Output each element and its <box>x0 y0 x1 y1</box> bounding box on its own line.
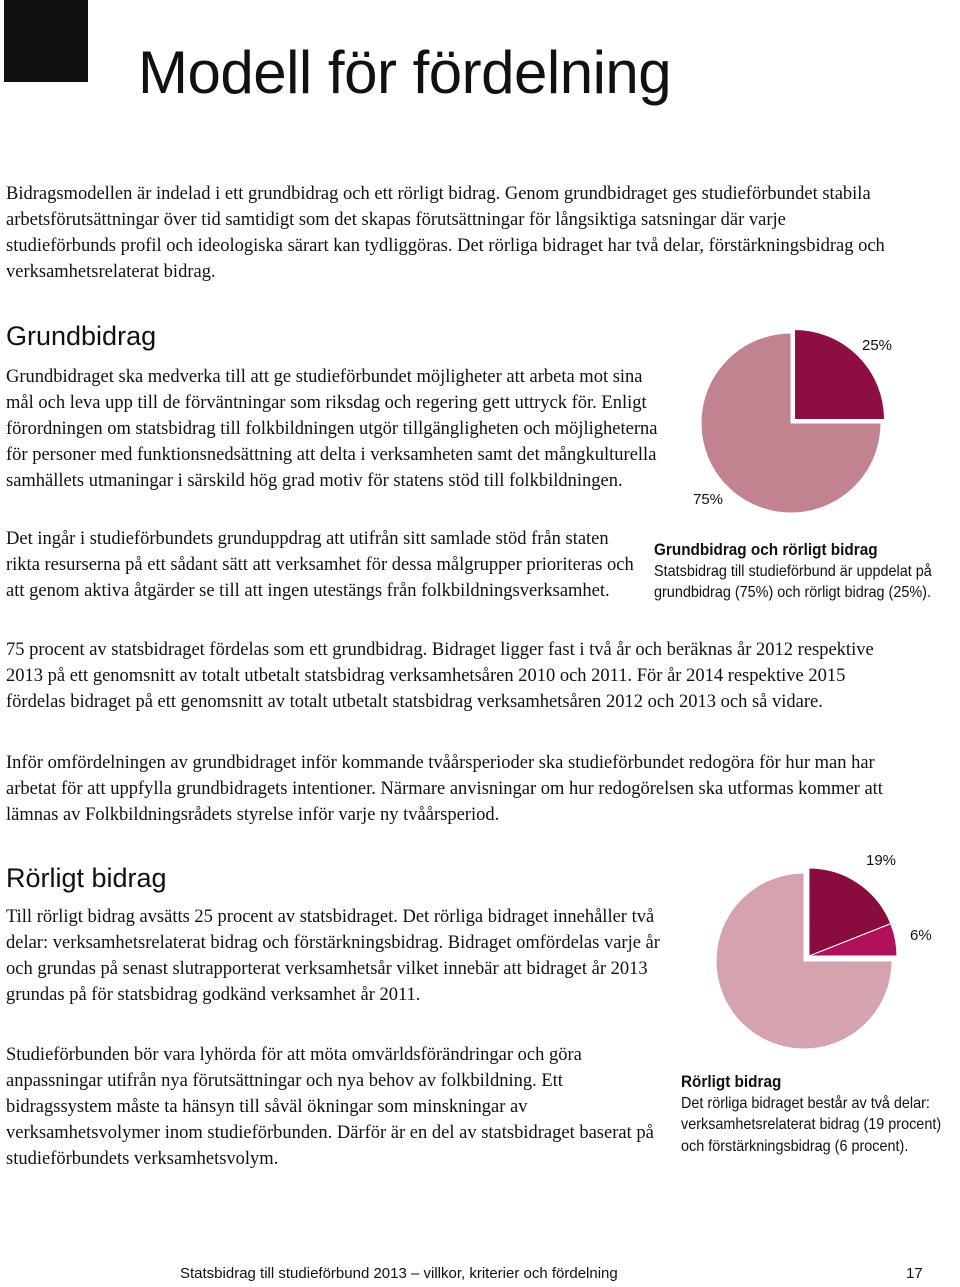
rorligt-paragraph-1: Till rörligt bidrag avsätts 25 procent av statsbidraget. Det rörliga bidraget innehåller två delar: verksamhetsrelaterat bidrag och förstärkningsbidrag. Bidraget omfördelas varje år och grundas på senast slutrapporterat verksamhetsår vilket innebär att bidraget år 2013 grundas på för statsbidrag godkänd verksamhet år 2011. <box>6 907 660 1005</box>
grundbidrag-paragraph-3: 75 procent av statsbidraget fördelas som ett grundbidrag. Bidraget ligger fast i två år och beräknas år 2012 respektive 2013 på ett genomsnitt av totalt utbetalt statsbidrag verksamhetsåren 2010 och 2011. För år 2014 respektive 2015 fördelas bidraget på ett genomsnitt av totalt utbetalt statsbidrag verksamhetsåren 2012 och 2013 och så vidare. <box>6 640 874 712</box>
caption-line: Statsbidrag till studieförbund är uppdelat på <box>654 562 932 580</box>
pie-chart-rorligt <box>700 840 900 1070</box>
section-heading-rorligt: Rörligt bidrag <box>6 863 167 893</box>
grundbidrag-paragraph-4: Inför omfördelningen av grundbidraget inför kommande tvåårsperioder ska studieförbundet redogöra för hur man har arbetat för att uppfylla grundbidragets intentioner. Närmare anvisningar om hur redogörelsen ska utformas kommer att lämnas av Folkbildningsrådets styrelse inför varje ny tvåårsperiod. <box>6 753 883 825</box>
caption-line: verksamhetsrelaterat bidrag (19 procent) <box>681 1116 942 1133</box>
grundbidrag-paragraph-1: Grundbidraget ska medverka till att ge studieförbundet möjligheter att arbeta mot sina mål och leva upp till de förväntningar som riksdag och regering gett uttryck för. Enligt förordningen om statsbidrag till folkbildningen utgör tillgängligheten och möjligheterna för personer med funktionsnedsättning att delta i verksamheten samt det mångkulturella samhällets utmaningar i särskild hög grad motiv för statens stöd till folkbildningen. <box>6 367 658 491</box>
header-block <box>4 0 88 82</box>
pie-caption-grundbidrag <box>654 539 960 604</box>
pie-chart-grundbidrag <box>690 320 893 520</box>
pie1-label-25: 25% <box>862 337 893 354</box>
caption-line: grundbidrag (75%) och rörligt bidrag (25%). <box>654 584 931 601</box>
caption-title: Grundbidrag och rörligt bidrag <box>654 540 878 559</box>
pie1-label-75: 75% <box>693 491 724 508</box>
footer-text: Statsbidrag till studieförbund 2013 – villkor, kriterier och fördelning <box>180 1265 618 1282</box>
pie2-label-6: 6% <box>910 927 932 944</box>
grundbidrag-paragraph-2: Det ingår i studieförbundets grunduppdrag att utifrån sitt samlade stöd från staten rikta resurserna på ett sådant sätt att verksamhet för dessa målgrupper prioriteras och att genom aktiva åtgärder se till att ingen utestängs från folkbildningsverksamhet. <box>6 529 634 601</box>
caption-title: Rörligt bidrag <box>681 1072 782 1091</box>
page-title: Modell för fördelning <box>138 39 672 107</box>
intro-paragraph: Bidragsmodellen är indelad i ett grundbidrag och ett rörligt bidrag. Genom grundbidraget ges studieförbundet stabila arbetsförutsättningar över tid samtidigt som det skapas förutsättningar för långsiktiga satsningar där varje studieförbunds profil och ideologiska särart kan tydliggöras. Det rörliga bidraget har två delar, förstärkningsbidrag och verksamhetsrelaterat bidrag. <box>6 184 885 282</box>
pie-caption-rorligt <box>681 1071 960 1157</box>
caption-line: Det rörliga bidraget består av två delar: <box>681 1094 930 1112</box>
caption-line: och förstärkningsbidrag (6 procent). <box>681 1137 909 1155</box>
page-number: 17 <box>906 1265 923 1282</box>
section-heading-grundbidrag: Grundbidrag <box>6 321 157 351</box>
pie2-label-19: 19% <box>866 852 897 869</box>
rorligt-paragraph-2: Studieförbunden bör vara lyhörda för att möta omvärldsförändringar och göra anpassningar utifrån nya förutsättningar och nya behov av folkbildning. Ett bidragssystem måste ta hänsyn till såväl ökningar som minskningar av verksamhetsvolymer inom studieförbunden. Därför är en del av statsbidraget baserat på studieförbundets verksamhetsvolym. <box>6 1045 654 1169</box>
